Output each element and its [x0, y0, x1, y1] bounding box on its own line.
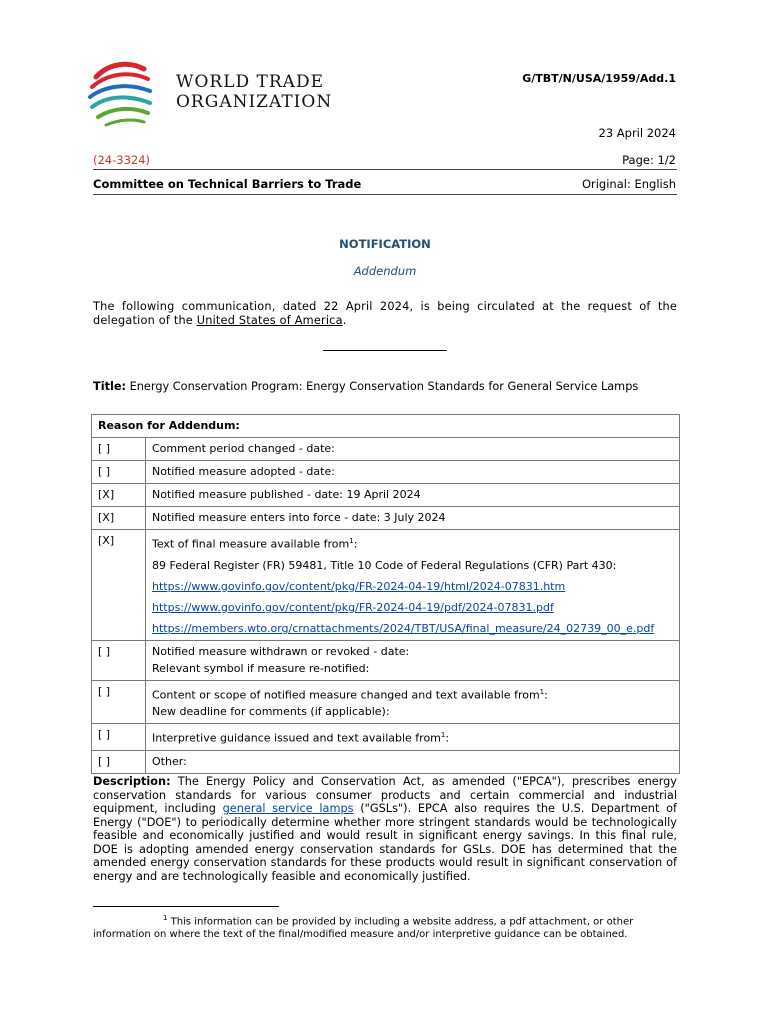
footnote	[93, 912, 677, 941]
reason-text: Notified measure enters into force - date: 3 July 2024	[146, 507, 680, 530]
document-date: 23 April 2024	[598, 126, 676, 140]
reason-text: Notified measure published - date: 19 April 2024	[146, 484, 680, 507]
reason-text: Interpretive guidance issued and text available from	[152, 731, 441, 745]
reason-text: Notified measure withdrawn or revoked - date:	[152, 644, 410, 658]
checkbox-final-text[interactable]: [X]	[92, 530, 146, 641]
description-paragraph	[93, 775, 677, 883]
footnote-ref[interactable]: 1	[440, 731, 446, 740]
checkbox-interpretive-guidance[interactable]: [ ]	[92, 724, 146, 751]
title-label: Title:	[93, 380, 127, 393]
reason-colon: :	[353, 537, 358, 551]
intro-period: .	[342, 314, 347, 327]
addendum-subtitle: Addendum	[353, 264, 417, 278]
document-number: (24-3324)	[93, 153, 151, 167]
table-row	[92, 640, 680, 680]
reason-text: Other:	[146, 750, 680, 773]
govinfo-pdf-link[interactable]: https://www.govinfo.gov/content/pkg/FR-2024-04-19/pdf/2024-07831.pdf	[152, 600, 554, 614]
org-name-line1: WORLD TRADE	[176, 72, 324, 92]
federal-register-reference: 89 Federal Register (FR) 59481, Title 10 Code of Federal Regulations (CFR) Part 430:	[152, 558, 617, 572]
header-divider	[93, 194, 677, 195]
checkbox-withdrawn[interactable]: [ ]	[92, 640, 146, 680]
table-header-row	[92, 415, 680, 438]
description-label: Description:	[93, 775, 171, 788]
reason-text: Content or scope of notified measure changed and text available from	[152, 688, 540, 702]
section-separator	[323, 350, 447, 351]
org-name-line2: ORGANIZATION	[176, 92, 333, 112]
page-indicator: Page: 1/2	[622, 153, 676, 167]
wto-attachment-link[interactable]: https://members.wto.org/crnattachments/2024/TBT/USA/final_measure/24_02739_00_e.pdf	[152, 621, 655, 635]
wto-logo-icon	[84, 55, 159, 130]
table-row	[92, 507, 680, 530]
reason-cell	[146, 640, 680, 680]
document-symbol: G/TBT/N/USA/1959/Add.1	[522, 72, 676, 85]
member-link[interactable]: United States of America	[196, 314, 343, 327]
footnote-ref[interactable]: 1	[539, 687, 545, 696]
original-language: Original: English	[581, 177, 676, 191]
committee-name: Committee on Technical Barriers to Trade	[93, 177, 362, 191]
table-row	[92, 750, 680, 773]
notification-title: NOTIFICATION	[339, 237, 431, 251]
reason-subtext: New deadline for comments (if applicable):	[152, 705, 390, 719]
table-row	[92, 680, 680, 724]
table-row	[92, 484, 680, 507]
reason-header: Reason for Addendum:	[92, 415, 680, 438]
reason-colon: :	[544, 688, 548, 702]
reason-colon: :	[445, 731, 450, 745]
checkbox-content-changed[interactable]: [ ]	[92, 680, 146, 724]
intro-paragraph	[93, 300, 677, 328]
checkbox-entry-into-force[interactable]: [X]	[92, 507, 146, 530]
checkbox-measure-adopted[interactable]: [ ]	[92, 461, 146, 484]
description-text: The Energy Policy and Conservation Act, as amended ("EPCA"), prescribes energy conservation standards for various consumer products and certain commercial and industrial equipment, including	[93, 775, 677, 815]
checkbox-measure-published[interactable]: [X]	[92, 484, 146, 507]
footnote-ref[interactable]: 1	[349, 537, 354, 545]
reason-cell	[146, 724, 680, 751]
reason-text: Comment period changed - date:	[146, 438, 680, 461]
table-row	[92, 530, 680, 641]
measure-title	[93, 380, 638, 393]
checkbox-comment-period[interactable]: [ ]	[92, 438, 146, 461]
title-text: Energy Conservation Program: Energy Conservation Standards for General Service Lamps	[126, 380, 639, 393]
reason-text: Notified measure adopted - date:	[146, 461, 680, 484]
header-divider	[93, 169, 677, 170]
footnote-marker: 1	[162, 914, 168, 922]
reason-subtext: Relevant symbol if measure re-notified:	[152, 661, 370, 675]
table-row	[92, 724, 680, 751]
gsl-link[interactable]: general service lamps	[222, 802, 354, 815]
intro-text: The following communication, dated 22 April 2024, is being circulated at the request of the delegation of the	[93, 300, 677, 327]
govinfo-html-link[interactable]: https://www.govinfo.gov/content/pkg/FR-2024-04-19/html/2024-07831.htm	[152, 579, 566, 593]
table-row	[92, 461, 680, 484]
footnote-text: This information can be provided by including a website address, a pdf attachment, or other information on where the text of the final/modified measure and/or interpretive guidance can be obtained.	[93, 916, 634, 941]
table-row	[92, 438, 680, 461]
footnote-divider	[93, 906, 279, 907]
description-text: ("GSLs"). EPCA also requires the U.S. Department of Energy ("DOE") to periodically determine whether more stringent standards would be technologically feasible and economically justified and would result in significant energy savings. In this final rule, DOE is adopting amended energy conservation standards for GSLs. DOE has determined that the amended energy conservation standards for these products would result in significant conservation of energy and are technologically feasible and economically justified.	[93, 802, 677, 883]
reason-cell	[146, 680, 680, 724]
checkbox-other[interactable]: [ ]	[92, 750, 146, 773]
reason-text: Text of final measure available from	[152, 537, 350, 551]
reason-table	[91, 414, 680, 774]
reason-cell	[146, 530, 680, 641]
